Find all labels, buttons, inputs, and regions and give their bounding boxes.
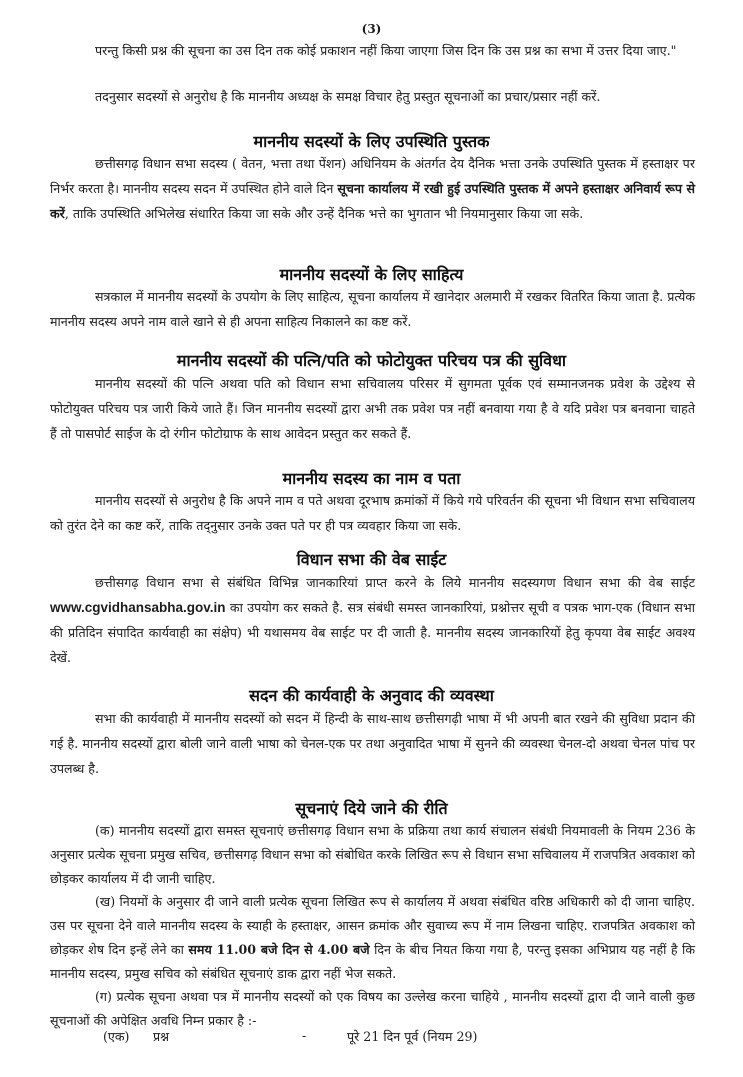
website-paragraph bbox=[50, 570, 695, 670]
notice-kha-text-b: दिन के बीच नियत किया गया है, परन्तु इसका अभिप्राय यह नहीं है कि माननीय सदस्य, प्रमुख सचिव को संबंधित सूचनाएं डाक द्वारा नहीं भेज सकते. bbox=[50, 942, 695, 981]
intro-quote-text: परन्तु किसी प्रश्न की सूचना का उस दिन तक कोई प्रकाशन नहीं किया जाएगा जिस दिन कि उस प्रश्न का सभा में उत्तर दिया जाए." bbox=[95, 43, 677, 58]
notice-kha-time-bold: समय 11.00 बजे दिन से 4.00 बजे bbox=[188, 942, 370, 957]
period-type: प्रश्न bbox=[153, 1029, 170, 1044]
name-address-paragraph bbox=[50, 488, 695, 538]
notice-method-heading: सूचनाएं दिये जाने की रीति bbox=[295, 799, 448, 818]
attendance-text-b: , ताकि उपस्थिति अभिलेख संधारित किया जा सके और उन्हें दैनिक भत्ते का भुगतान भी नियमानुसार किया जा सके. bbox=[64, 206, 584, 221]
literature-paragraph bbox=[50, 284, 695, 334]
website-heading: विधान सभा की वेब साईट bbox=[296, 550, 447, 569]
intro-quote-paragraph bbox=[50, 38, 695, 63]
website-text-a: छत्तीसगढ़ विधान सभा से संबंधित विभिन्न जानकारियां प्राप्त करने के लिये माननीय सदस्यगण विधान सभा की वेब साईट bbox=[95, 575, 695, 590]
spouse-id-heading: माननीय सदस्यों की पत्नि/पति को फोटोयुक्त परिचय पत्र की सुविधा bbox=[176, 351, 567, 370]
page-number: (3) bbox=[361, 22, 382, 36]
intro-request-text: तदनुसार सदस्यों से अनुरोध है कि माननीय अध्यक्ष के समक्ष विचार हेतु प्रस्तुत सूचनाओं का प्रचार/प्रसार नहीं करें. bbox=[95, 89, 601, 104]
notice-ga-text: (ग) प्रत्येक सूचना अथवा पत्र में माननीय सदस्यों को एक विषय का उल्लेख करना चाहिये , माननीय सदस्यों द्वारा दी जाने वाली कुछ सूचनाओं की अपेक्षित अवधि निम्न प्रकार है :- bbox=[50, 989, 695, 1028]
notice-ga-paragraph bbox=[50, 985, 695, 1033]
translation-heading: सदन की कार्यवाही के अनुवाद की व्यवस्था bbox=[249, 686, 494, 705]
website-url-link[interactable]: www.cgvidhansabha.gov.in bbox=[50, 600, 226, 615]
intro-request-paragraph bbox=[50, 84, 695, 109]
period-dash: - bbox=[302, 1028, 307, 1043]
notice-kha-text-a: (ख) नियमों के अनुसार दी जाने वाली प्रत्येक सूचना लिखित रूप से कार्यालय में अथवा संबंधित वरिष्ठ अधिकारी को दी जाना चाहिए. उस पर सूचना देने वाले माननीय सदस्य के स्याही के हस्ताक्षर, आसन क्रमांक और सुवाच्य रूप में नाम लिखना चाहिए. राजपत्रित अवकाश को छोड़कर शेष दिन इन्हें लेने का bbox=[50, 894, 695, 957]
website-text-b: का उपयोग कर सकते है. सत्र संबंधी समस्त जानकारियां, प्रश्नोत्तर सूची व पत्रक भाग-एक (विधान सभा की प्रतिदिन संपादित कार्यवाही का संक्षेप) भी यथासमय वेब साईट पर दी जाती है. माननीय सदस्य जानकारियों हेतु कृपया वेब साईट अवश्य देखें. bbox=[50, 600, 695, 665]
notice-ka-text: (क) माननीय सदस्यों द्वारा समस्त सूचनाएं छत्तीसगढ़ विधान सभा के प्रक्रिया तथा कार्य संचालन संबंधी नियमावली के नियम 236 के अनुसार प्रत्येक सूचना प्रमुख सचिव, छत्तीसगढ़ विधान सभा को संबोधित करके लिखित रूप से विधान सभा सचिवालय में राजपत्रित अवकाश को छोड़कर कार्यालय में दी जानी चाहिए. bbox=[50, 823, 695, 886]
notice-kha-paragraph bbox=[50, 890, 695, 986]
attendance-text-bold: सूचना कार्यालय में रखी हुई उपस्थिति पुस्तक में अपने हस्ताक्षर अनिवार्य रूप से करें bbox=[50, 181, 695, 221]
attendance-text-a: छत्तीसगढ़ विधान सभा सदस्य ( वेतन, भत्ता तथा पेंशन) अधिनियम के अंतर्गत देय दैनिक भत्ता उनके उपस्थिति पुस्तक में हस्ताक्षर पर निर्भर करता है। माननीय सदस्य सदन में उपस्थित होने वाले दिन bbox=[50, 156, 695, 196]
attendance-paragraph bbox=[50, 151, 695, 226]
spouse-id-text: माननीय सदस्यों की पत्नि अथवा पति को विधान सभा सचिवालय परिसर में सुगमता पूर्वक एवं सम्मानजनक प्रवेश के उद्देश्य से फोटोयुक्त परिचय पत्र जारी किये जाते हैं। जिन माननीय सदस्यों द्वारा अभी तक प्रवेश पत्र नहीं बनवाया गया है वे यदि प्रवेश पत्र बनवाना चाहते हैं तो पासपोर्ट साईज के दो रंगीन फोटोग्राफ के साथ आवेदन प्रस्तुत कर सकते हैं. bbox=[50, 376, 695, 441]
spouse-id-paragraph bbox=[50, 371, 695, 446]
period-duration: पूरे 21 दिन पूर्व (नियम 29) bbox=[347, 1029, 478, 1044]
translation-paragraph bbox=[50, 706, 695, 781]
name-address-text: माननीय सदस्यों से अनुरोध है कि अपने नाम व पते अथवा दूरभाष क्रमांकों में किये गये परिवर्तन की सूचना भी विधान सभा सचिवालय को तुरंत देने का कष्ट करें, ताकि तद्नुसार उनके उक्त पते पर ही पत्र व्यवहार किया जा सके. bbox=[50, 493, 695, 533]
period-number: (एक) bbox=[103, 1029, 130, 1044]
translation-text: सभा की कार्यवाही में माननीय सदस्यों को सदन में हिन्दी के साथ-साथ छत्तीसगढ़ी भाषा में भी अपनी बात रखने की सुविधा प्रदान की गई है. माननीय सदस्यों द्वारा बोली जाने वाली भाषा को चेनल-एक पर तथा अनुवादित भाषा में सुनने की व्यवस्था चेनल-दो अथवा चेनल पांच पर उपलब्ध है. bbox=[50, 711, 695, 776]
literature-text: सत्रकाल में माननीय सदस्यों के उपयोग के लिए साहित्य, सूचना कार्यालय में खानेदार अलमारी में रखकर वितरित किया जाता है. प्रत्येक माननीय सदस्य अपने नाम वाले खाने से ही अपना साहित्य निकालने का कष्ट करें. bbox=[50, 289, 695, 329]
notice-ka-paragraph bbox=[50, 819, 695, 891]
name-address-heading: माननीय सदस्य का नाम व पता bbox=[282, 469, 461, 488]
attendance-heading: माननीय सदस्यों के लिए उपस्थिति पुस्तक bbox=[253, 132, 490, 151]
literature-heading: माननीय सदस्यों के लिए साहित्य bbox=[279, 265, 464, 284]
